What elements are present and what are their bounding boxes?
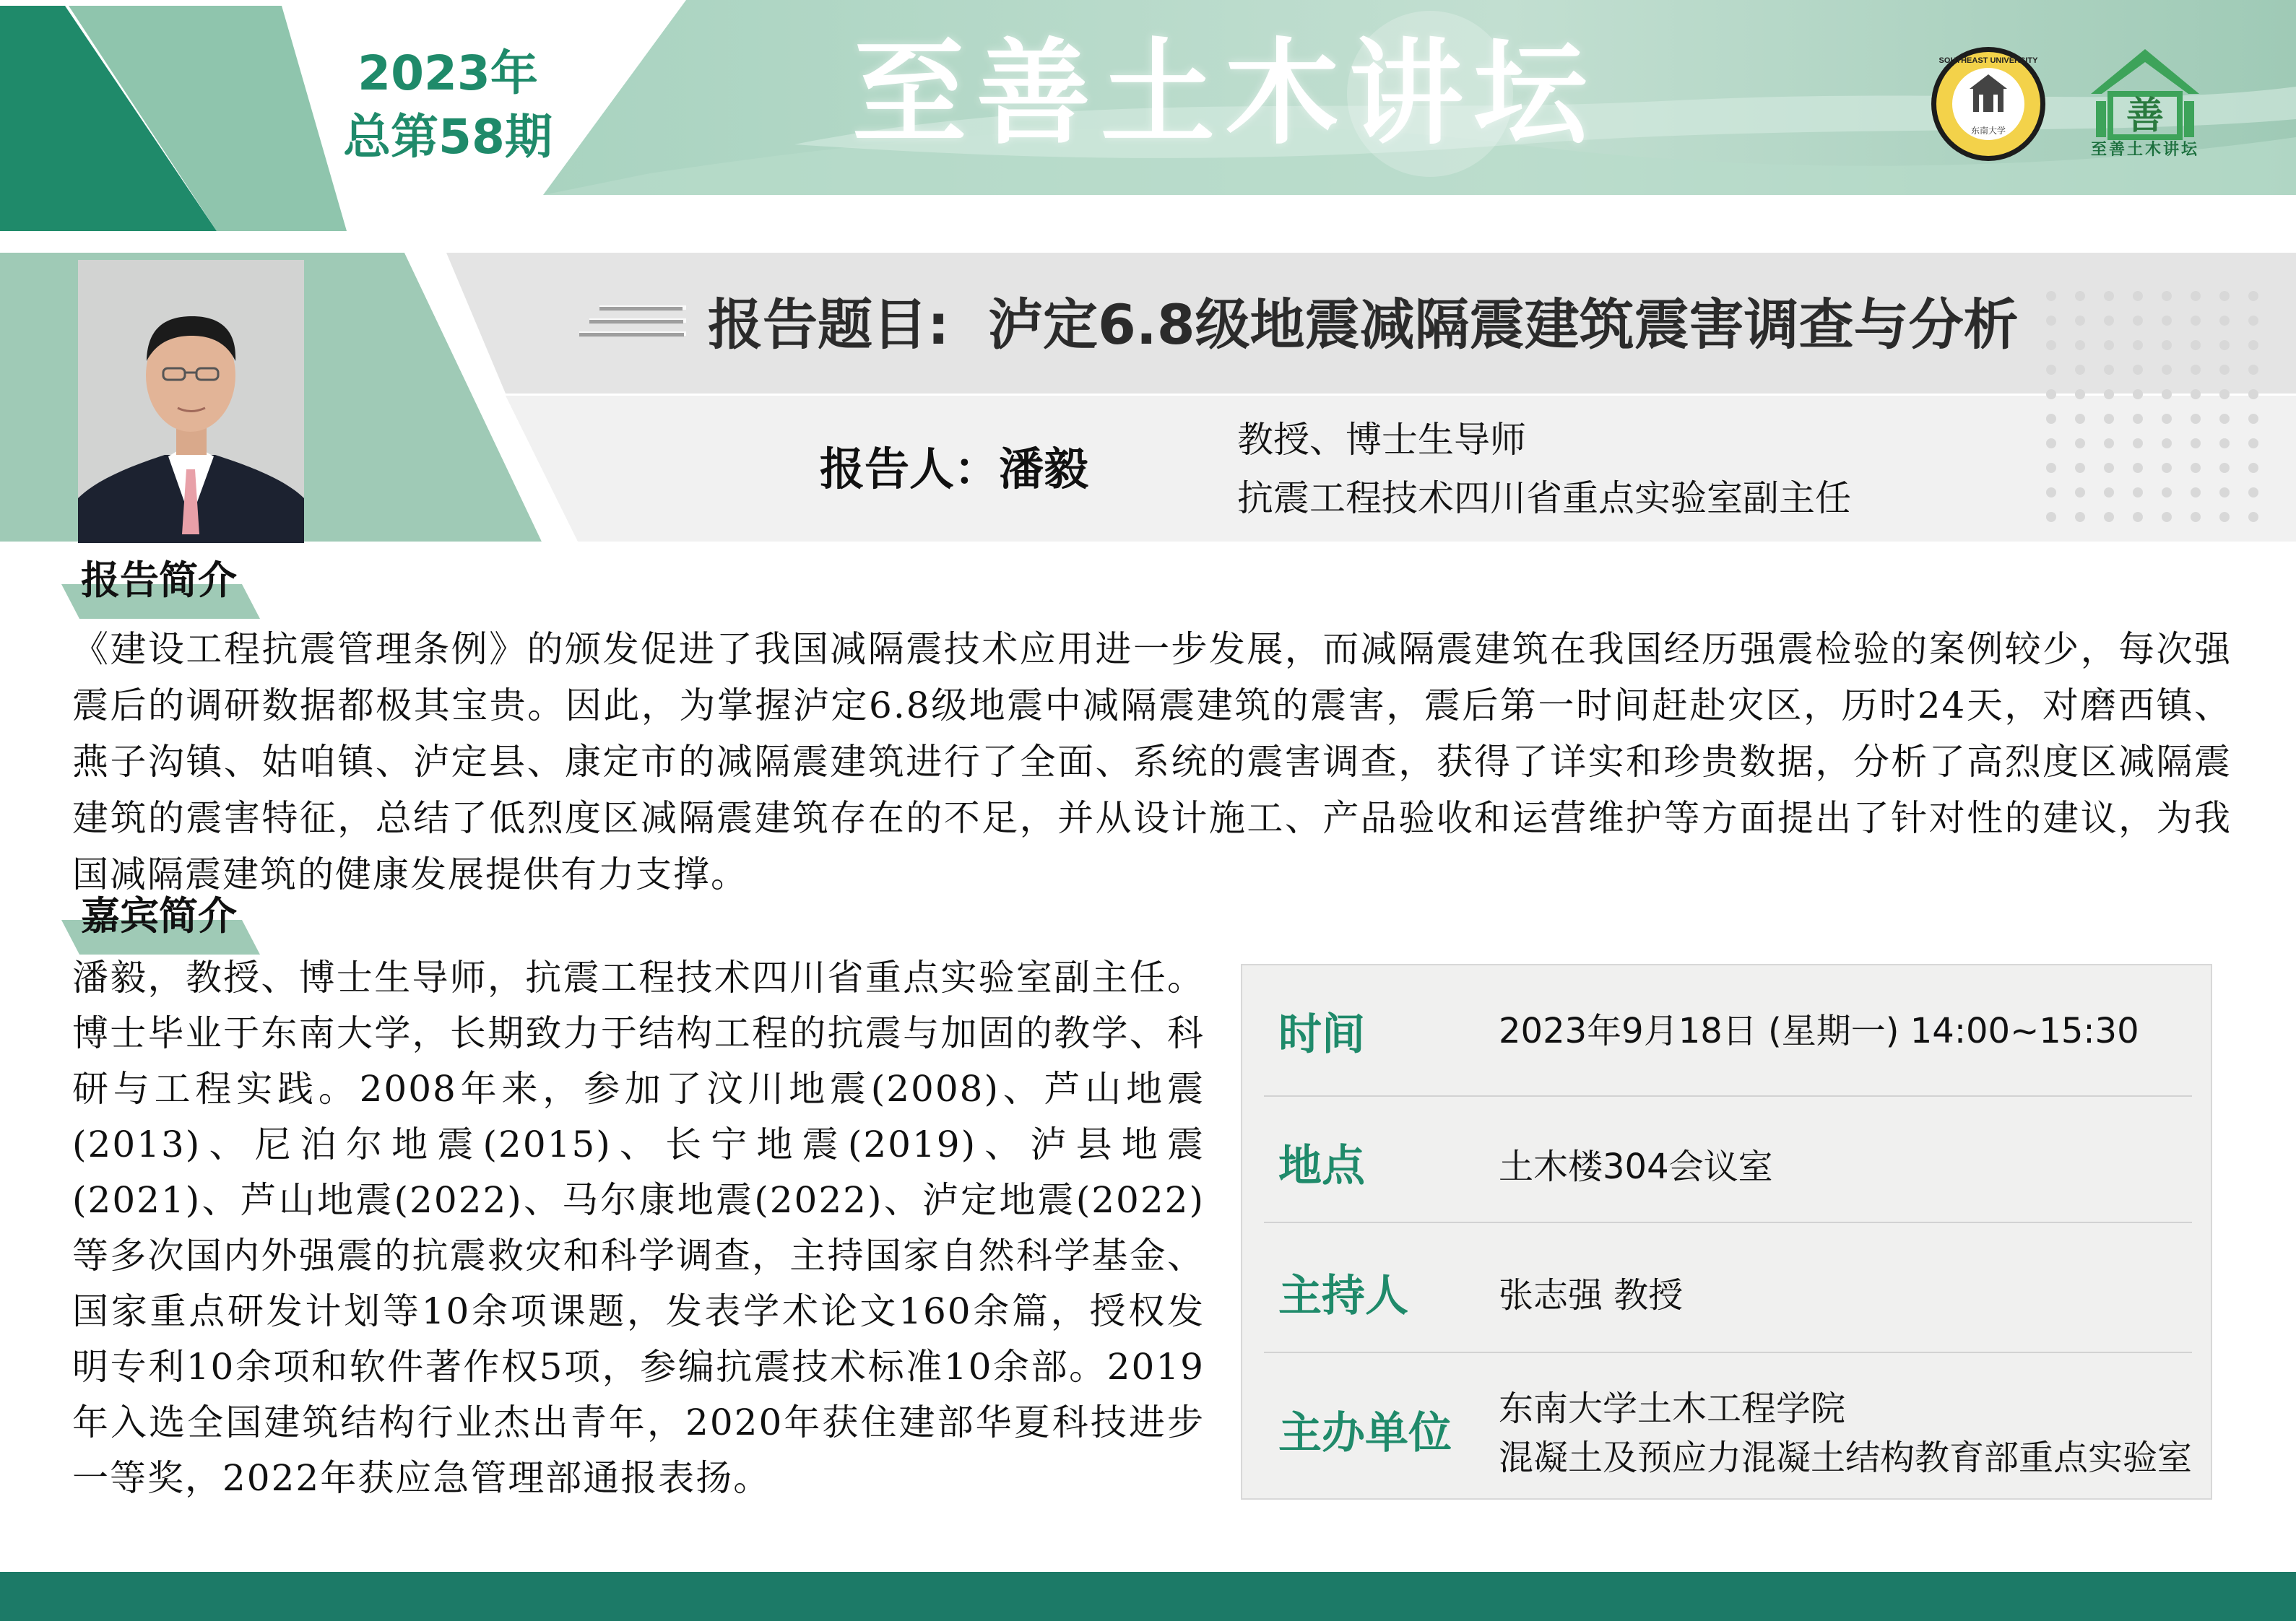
dot-pattern-decoration [2037,289,2296,549]
forum-logo-caption: 至善土木讲坛 [2090,141,2199,159]
info-divider [1264,1095,2192,1097]
bio-heading: 嘉宾简介 [81,893,237,939]
svg-text:善: 善 [2126,95,2165,137]
host-label: 主持人 [1278,1271,1408,1321]
abstract-text: 《建设工程抗震管理条例》的颁发促进了我国减隔震技术应用进一步发展，而减隔震建筑在我国经历强震检验的案例较少，每次强震后的调研数据都极其宝贵。因此，为掌握泸定6.8级地震中减隔震建筑的震害，震后第一时间赶赴灾区，历时24天，对磨西镇、燕子沟镇、姑咱镇、泸定县、康定市的减隔震建筑进行了全面、系统的震害调查，获得了详实和珍贵数据，分析了高烈度区减隔震建筑的震害特征，总结了低烈度区减隔震建筑存在的不足，并从设计施工、产品验收和运营维护等方面提出了针对性的建议，为我国减隔震建筑的健康发展提供有力支撑。 [72,628,2232,895]
issue-number: 总第58期 [343,109,553,165]
issue-year: 2023年 [358,45,538,101]
seu-logo [1930,45,2047,162]
speaker-photo [78,260,304,543]
time-value: 2023年9月18日 (星期一) 14:00~15:30 [1499,1011,2139,1051]
speaker-position-2: 抗震工程技术四川省重点实验室副主任 [1237,477,1851,519]
place-value: 土木楼304会议室 [1499,1147,1773,1187]
place-label: 地点 [1278,1141,1365,1191]
seu-logo-en: SOUTHEAST UNIVERSITY [1938,56,2038,65]
host-value: 张志强 教授 [1499,1275,1684,1316]
organizer-value-1: 东南大学土木工程学院 [1499,1389,1846,1429]
info-divider [1264,1222,2192,1223]
bio-text: 潘毅，教授、博士生导师，抗震工程技术四川省重点实验室副主任。博士毕业于东南大学，长期致力于结构工程的抗震与加固的教学、科研与工程实践。2008年来，参加了汶川地震(2008)、芦山地震(2013)、尼泊尔地震(2015)、长宁地震(2019)、泸县地震(2021)、芦山地震(2022)、马尔康地震(2022)、泸定地震(2022)等多次国内外强震的抗震救灾和科学调查，主持国家自然科学基金、国家重点研发计划等10余项课题，发表学术论文160余篇，授权发明专利10余项和软件著作权5项，参编抗震技术标准10余部。2019年入选全国建筑结构行业杰出青年，2020年获住建部华夏科技进步一等奖，2022年获应急管理部通报表扬。 [72,957,1205,1499]
info-divider [1264,1352,2192,1353]
time-label: 时间 [1278,1009,1365,1060]
speaker-position-1: 教授、博士生导师 [1237,419,1526,461]
talk-title: 泸定6.8级地震减隔震建筑震害调查与分析 [988,292,2019,357]
event-info-box [1241,964,2212,1500]
forum-title: 至善土木讲坛 [852,27,1598,160]
abstract-heading: 报告简介 [81,557,237,603]
talk-title-label: 报告题目: [708,292,950,357]
footer-bar [0,1572,2296,1621]
organizer-value-2: 混凝土及预应力混凝土结构教育部重点实验室 [1499,1438,2193,1478]
seu-logo-cn: 东南大学 [1970,126,2006,136]
organizer-label: 主办单位 [1278,1408,1452,1459]
speaker-name: 报告人：潘毅 [820,443,1089,495]
